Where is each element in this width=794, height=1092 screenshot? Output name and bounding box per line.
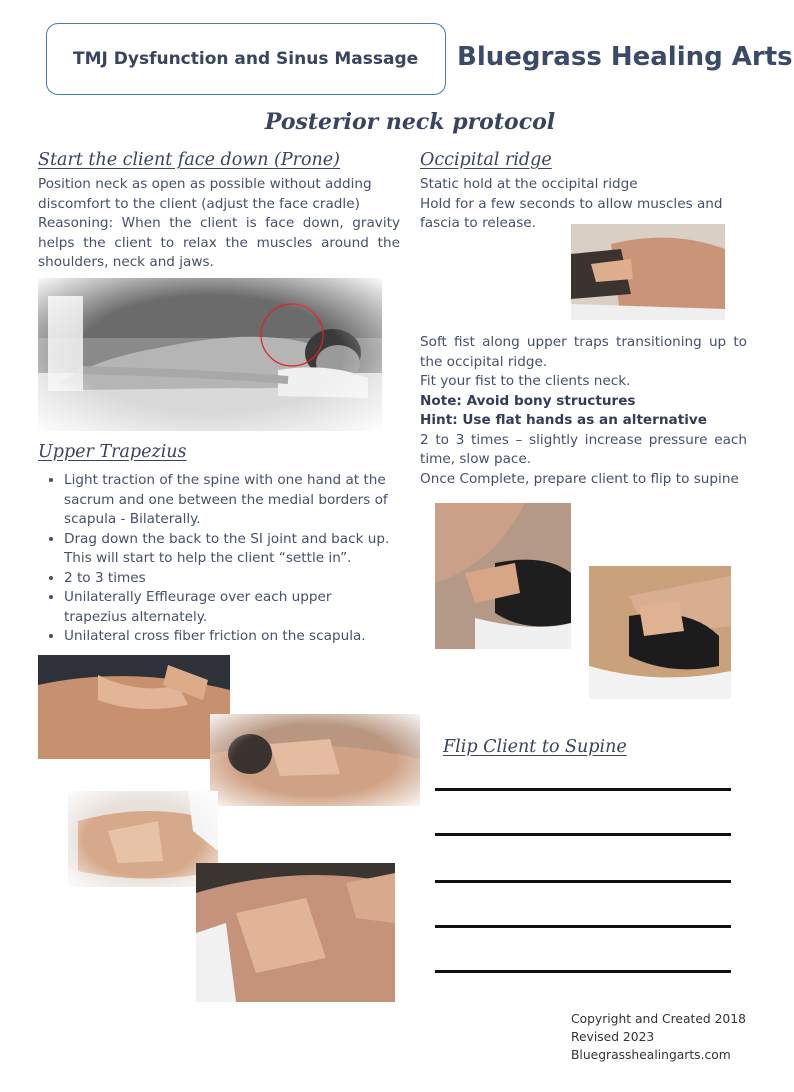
website-text: Bluegrasshealingarts.com	[571, 1048, 731, 1062]
list-item: • Light traction of the spine with one hand at the sacrum and one between the medial borders of scapula - Bilaterally.	[64, 471, 394, 530]
occipital-line-1: Static hold at the occipital ridge	[420, 176, 638, 192]
occipital-heading: Occipital ridge	[420, 150, 552, 170]
list-item: • Unilateral cross fiber friction on the scapula.	[64, 627, 394, 647]
occipital-hold-photo	[571, 224, 725, 320]
prone-client-photo	[38, 278, 382, 431]
flip-heading: Flip Client to Supine	[443, 737, 627, 757]
traps-text	[420, 333, 747, 489]
traps-note	[420, 392, 747, 412]
traps-hint	[420, 411, 747, 431]
trapezius-photo-2	[210, 714, 420, 806]
write-line	[435, 880, 731, 883]
list-item: • Drag down the back to the SI joint and back up. This will start to help the client “settle in”.	[64, 530, 394, 569]
prone-line-2: Reasoning: When the client is face down, gravity helps the client to relax the muscles around the shoulders, neck and jaws.	[38, 215, 400, 270]
list-item: • 2 to 3 times	[64, 569, 394, 589]
note-text: Note: Avoid bony structures	[420, 392, 636, 409]
write-line	[435, 925, 731, 928]
upper-trapezius-heading: Upper Trapezius	[38, 442, 187, 462]
traps-line-1: Soft fist along upper traps transitioning up to the occipital ridge.	[420, 334, 747, 370]
title-box	[46, 23, 446, 95]
traps-complete: Once Complete, prepare client to flip to supine	[420, 470, 739, 487]
footer	[571, 1010, 746, 1064]
upper-trapezius-list	[38, 471, 394, 647]
box-title: TMJ Dysfunction and Sinus Massage	[73, 49, 419, 69]
prone-line-1: Position neck as open as possible without adding discomfort to the client (adjust the face cradle)	[38, 176, 372, 212]
fist-traps-photo-1	[435, 503, 571, 649]
occipital-line-2: Hold for a few seconds to allow muscles and fascia to release.	[420, 195, 723, 231]
trapezius-photo-4	[196, 863, 395, 1002]
protocol-title: Posterior neck protocol	[264, 109, 556, 135]
prone-text	[38, 175, 400, 273]
brand-name: Bluegrass Healing Arts	[457, 42, 793, 72]
write-line	[435, 788, 731, 791]
copyright-text: Copyright and Created 2018	[571, 1012, 746, 1026]
write-line	[435, 833, 731, 836]
list-item: • Unilaterally Effleurage over each upper trapezius alternately.	[64, 588, 394, 627]
hint-text: Hint: Use flat hands as an alternative	[420, 412, 707, 428]
traps-reps: 2 to 3 times – slightly increase pressure each time, slow pace.	[420, 431, 747, 467]
revised-text: Revised 2023	[571, 1030, 655, 1044]
fist-traps-photo-2	[589, 566, 731, 699]
prone-heading: Start the client face down (Prone)	[38, 150, 340, 170]
trapezius-photo-1	[38, 655, 230, 759]
traps-line-2: Fit your fist to the clients neck.	[420, 373, 631, 389]
write-line	[435, 970, 731, 973]
